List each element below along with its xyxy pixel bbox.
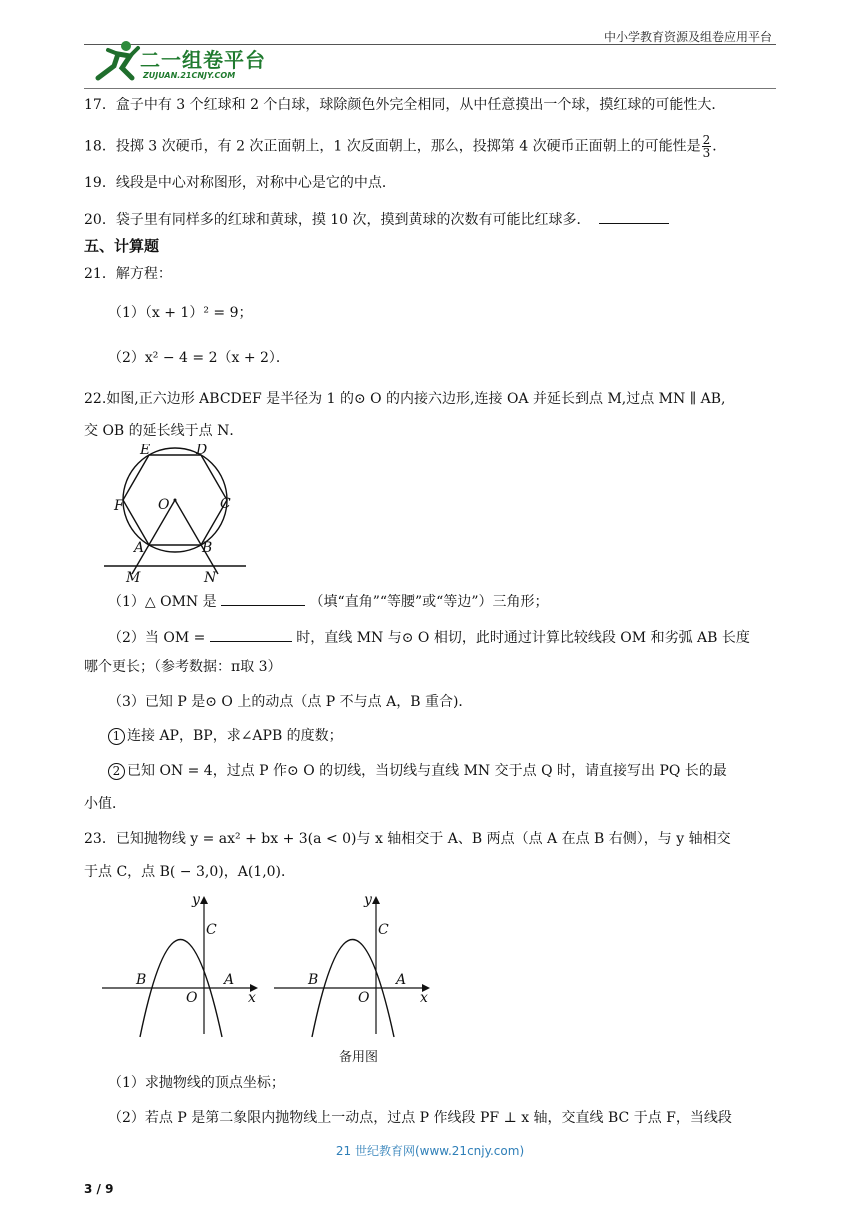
question-23-part2: （2）若点 P 是第二象限内抛物线上一动点，过点 P 作线段 PF ⊥ x 轴，交直线 BC 于点 F，当线段 — [108, 1110, 732, 1126]
svg-text:C: C — [378, 922, 389, 938]
label-E: E — [140, 444, 151, 458]
section-title: 五、计算题 — [84, 237, 160, 255]
question-20: 20．袋子里有同样多的红球和黄球，摸 10 次，摸到黄球的次数有可能比红球多． — [84, 209, 669, 230]
question-22-part2-cont: 哪个更长；（参考数据：π取 3） — [84, 659, 282, 675]
svg-text:C: C — [206, 922, 217, 938]
question-18-text: 18．投掷 3 次硬币，有 2 次正面朝上，1 次反面朝上，那么，投掷第 4 次硬币正面朝上的可能性是 — [84, 138, 701, 155]
question-23-part1: （1）求抛物线的顶点坐标； — [108, 1075, 285, 1091]
label-N: N — [204, 570, 217, 586]
question-23-line2: 于点 C，点 B( − 3,0)，A(1,0)． — [84, 864, 296, 880]
question-22-part2: （2）当 OM = 时，直线 MN 与⊙ O 相切，此时通过计算比较线段 OM 和劣弧 AB 长度 — [108, 627, 750, 648]
parabola-graph-spare — [272, 892, 434, 1042]
question-21-stem: 21．解方程： — [84, 266, 172, 282]
page-number: 3 / 9 — [84, 1182, 114, 1196]
label-M: M — [126, 570, 141, 586]
label-F: F — [114, 498, 124, 514]
question-23-line1: 23．已知抛物线 y = ax² + bx + 3(a < 0)与 x 轴相交于 A、B 两点（点 A 在点 B 右侧），与 y 轴相交 — [84, 831, 731, 847]
label-O: O — [158, 497, 170, 513]
header-rule-lower — [84, 88, 776, 89]
label-A: A — [134, 540, 145, 556]
svg-text:x: x — [248, 990, 256, 1006]
svg-text:y: y — [364, 892, 372, 908]
question-17: 17．盒子中有 3 个红球和 2 个白球，球除颜色外完全相同，从中任意摸出一个球，摸红球的可能性大． — [84, 97, 726, 113]
question-22-sub1: 1 连接 AP，BP，求∠APB 的度数； — [108, 726, 343, 746]
label-D: D — [196, 444, 208, 458]
logo-url: ZUJUAN.21CNJY.COM — [143, 71, 236, 80]
answer-blank — [210, 627, 292, 642]
svg-text:O: O — [358, 990, 370, 1006]
question-22-sub2: 2 已知 ON = 4，过点 P 作⊙ O 的切线，当切线与直线 MN 交于点 Q 时，请直接写出 PQ 长的最 — [108, 761, 727, 781]
label-B: B — [202, 540, 213, 556]
hexagon-figure — [100, 444, 260, 586]
question-18: 18．投掷 3 次硬币，有 2 次正面朝上，1 次反面朝上，那么，投掷第 4 次硬币正面朝上的可能性是 $\frac{2}{3}$ ． — [84, 133, 727, 160]
answer-blank — [599, 209, 669, 224]
answer-blank — [221, 591, 305, 606]
svg-text:A: A — [396, 972, 407, 988]
svg-text:O: O — [186, 990, 198, 1006]
question-21-part2: （2）x² − 4 = 2（x + 2）． — [108, 350, 290, 366]
svg-text:A: A — [224, 972, 235, 988]
fraction-two-thirds: $\frac{2}{3}$ — [702, 133, 711, 160]
platform-name: 中小学教育资源及组卷应用平台 — [603, 30, 772, 44]
figure-caption: 备用图 — [339, 1050, 379, 1065]
question-22-sub2-cont: 小值． — [84, 796, 126, 812]
footer-link[interactable]: 21 世纪教育网(www.21cnjy.com) — [335, 1144, 525, 1158]
question-22-line2: 交 OB 的延长线于点 N． — [84, 423, 244, 439]
question-22-part1: （1）△ OMN 是 （填“直角”“等腰”或“等边”）三角形； — [108, 591, 549, 612]
svg-text:x: x — [420, 990, 428, 1006]
question-22-line1: 22.如图,正六边形 ABCDEF 是半径为 1 的⊙ O 的内接六边形,连接 OA 并延长到点 M,过点 MN ∥ AB, — [84, 391, 726, 407]
svg-text:y: y — [192, 892, 200, 908]
logo-title: 二一组卷平台 — [140, 48, 266, 72]
question-22-part3: （3）已知 P 是⊙ O 上的动点（点 P 不与点 A，B 重合)． — [108, 694, 473, 710]
svg-text:B: B — [308, 972, 319, 988]
svg-text:B: B — [136, 972, 147, 988]
question-21-part1: （1）（x + 1）² = 9； — [108, 305, 253, 321]
label-C: C — [220, 496, 231, 512]
parabola-graph — [100, 892, 262, 1042]
question-19: 19．线段是中心对称图形，对称中心是它的中点． — [84, 175, 396, 191]
